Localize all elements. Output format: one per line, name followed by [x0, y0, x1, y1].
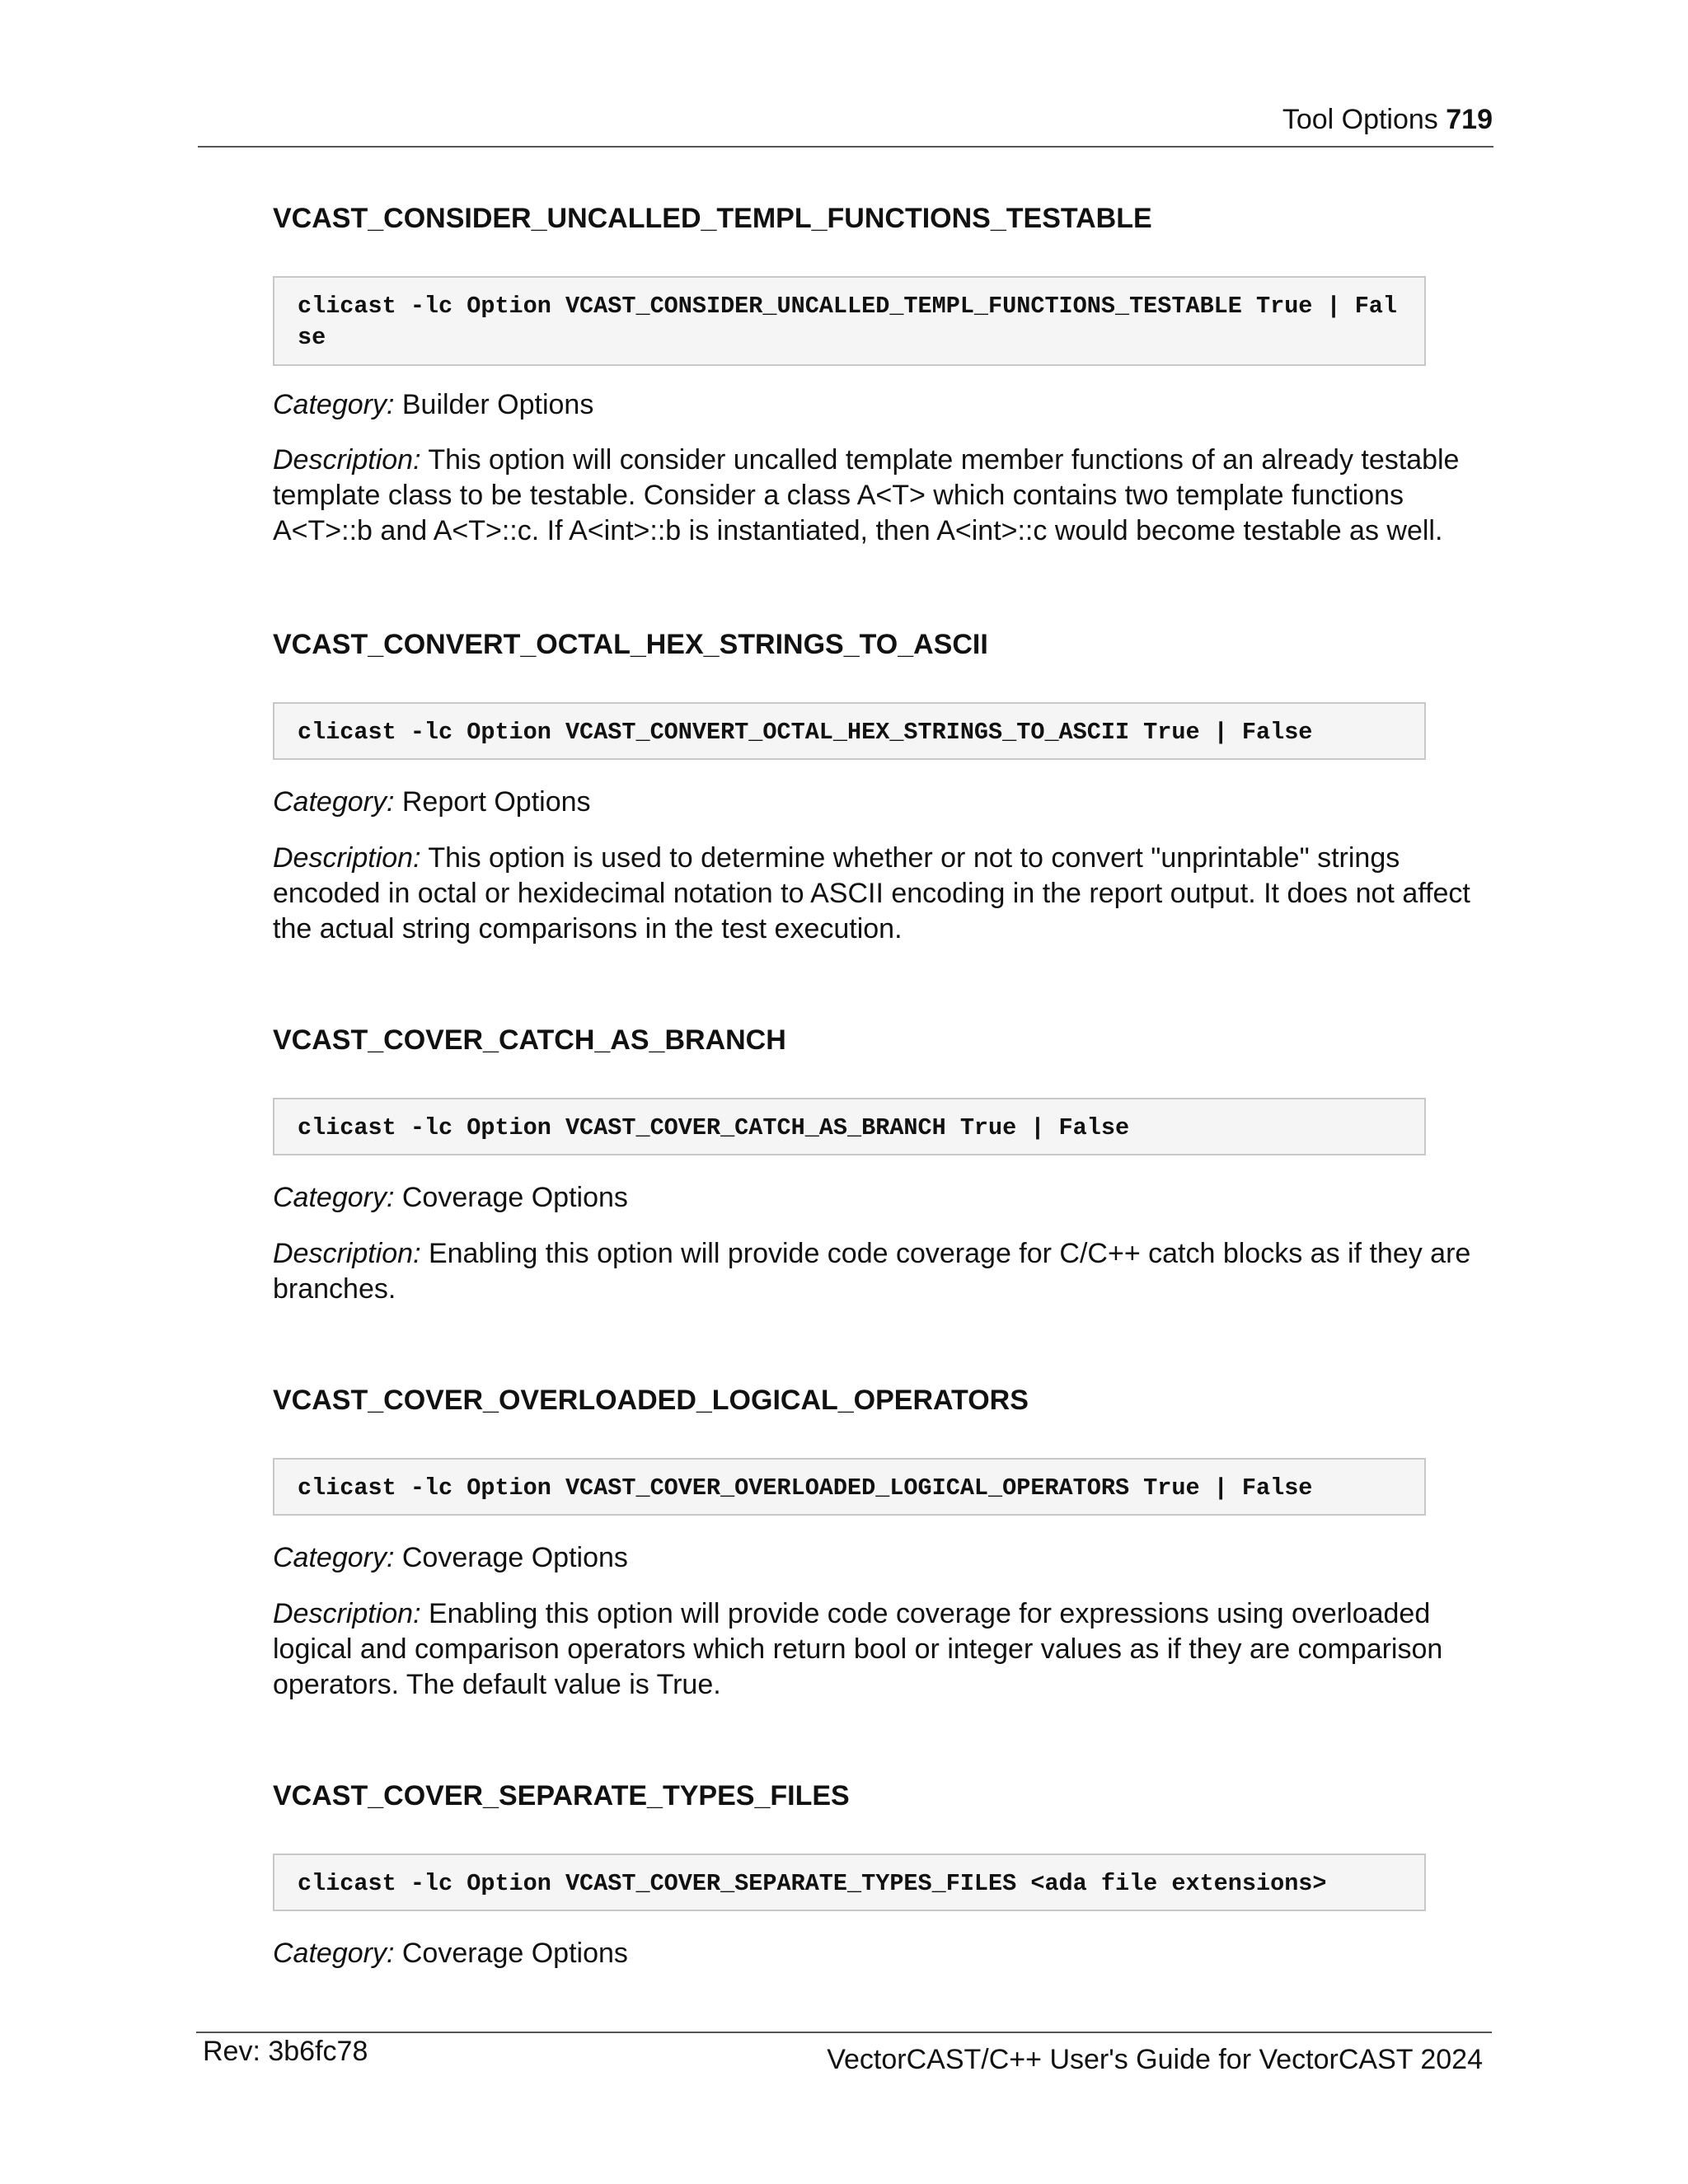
revision-label: Rev: 3b6fc78 [203, 2036, 368, 2067]
guide-title: VectorCAST/C++ User's Guide for VectorCAST 2024 [827, 2044, 1483, 2075]
description-paragraph [273, 1596, 1476, 1703]
footer-divider [196, 2032, 1492, 2033]
description-label: Description: [273, 842, 421, 874]
option-heading: VCAST_COVER_SEPARATE_TYPES_FILES [273, 1780, 850, 1811]
option-section [273, 1024, 1484, 1305]
category-label: Category: [273, 1182, 395, 1213]
category-label: Category: [273, 1542, 395, 1573]
description-label: Description: [273, 444, 421, 476]
category-line [273, 1540, 1476, 1576]
option-heading: VCAST_CONSIDER_UNCALLED_TEMPL_FUNCTIONS_TESTABLE [273, 203, 1152, 234]
description-text: This option will consider uncalled template member functions of an already testable template class to be testable. Consider a class A<T> which contains two template functions A<T>::b and A<T>::c. If A<int>::b is instantiated, then A<int>::c would become testable as well. [273, 444, 1460, 546]
category-value: Coverage Options [401, 1542, 628, 1573]
command-code-block: clicast -lc Option VCAST_COVER_CATCH_AS_BRANCH True | False [273, 1098, 1426, 1155]
command-code-block: clicast -lc Option VCAST_CONSIDER_UNCALLED_TEMPL_FUNCTIONS_TESTABLE True | False [273, 276, 1426, 366]
category-line [273, 1936, 1476, 1971]
page-number: 719 [1446, 104, 1493, 135]
description-label: Description: [273, 1238, 421, 1269]
category-value: Coverage Options [401, 1938, 628, 1969]
description-paragraph [273, 1236, 1476, 1307]
option-section [273, 202, 1484, 546]
category-label: Category: [273, 786, 395, 818]
category-value: Builder Options [401, 389, 594, 420]
option-heading: VCAST_COVER_OVERLOADED_LOGICAL_OPERATORS [273, 1385, 1029, 1416]
command-code-block: clicast -lc Option VCAST_CONVERT_OCTAL_HEX_STRINGS_TO_ASCII True | False [273, 702, 1426, 760]
description-text: Enabling this option will provide code coverage for expressions using overloaded logical and comparison operators which return bool or integer values as if they are comparison operators. The default value is True. [273, 1598, 1443, 1700]
command-code-block: clicast -lc Option VCAST_COVER_SEPARATE_TYPES_FILES <ada file extensions> [273, 1854, 1426, 1911]
header-divider [198, 146, 1493, 148]
option-section [273, 1384, 1484, 1700]
description-paragraph [273, 443, 1476, 549]
category-line [273, 1180, 1476, 1216]
page-header [198, 104, 1493, 136]
description-text: Enabling this option will provide code coverage for C/C++ catch blocks as if they are branches. [273, 1238, 1471, 1305]
category-line [273, 387, 1476, 423]
option-heading: VCAST_CONVERT_OCTAL_HEX_STRINGS_TO_ASCII [273, 629, 988, 660]
command-code-block: clicast -lc Option VCAST_COVER_OVERLOADED_LOGICAL_OPERATORS True | False [273, 1458, 1426, 1516]
category-value: Report Options [401, 786, 591, 818]
option-section [273, 628, 1484, 944]
category-label: Category: [273, 1938, 395, 1969]
option-heading: VCAST_COVER_CATCH_AS_BRANCH [273, 1024, 786, 1056]
description-label: Description: [273, 1598, 421, 1629]
category-line [273, 785, 1476, 820]
category-value: Coverage Options [401, 1182, 628, 1213]
description-text: This option is used to determine whether or not to convert "unprintable" strings encoded in octal or hexidecimal notation to ASCII encoding in the report output. It does not affect the actual string comparisons in the test execution. [273, 842, 1470, 944]
option-section [273, 1779, 1484, 1969]
description-paragraph [273, 841, 1476, 947]
header-section-title: Tool Options [1282, 104, 1438, 135]
category-label: Category: [273, 389, 395, 420]
